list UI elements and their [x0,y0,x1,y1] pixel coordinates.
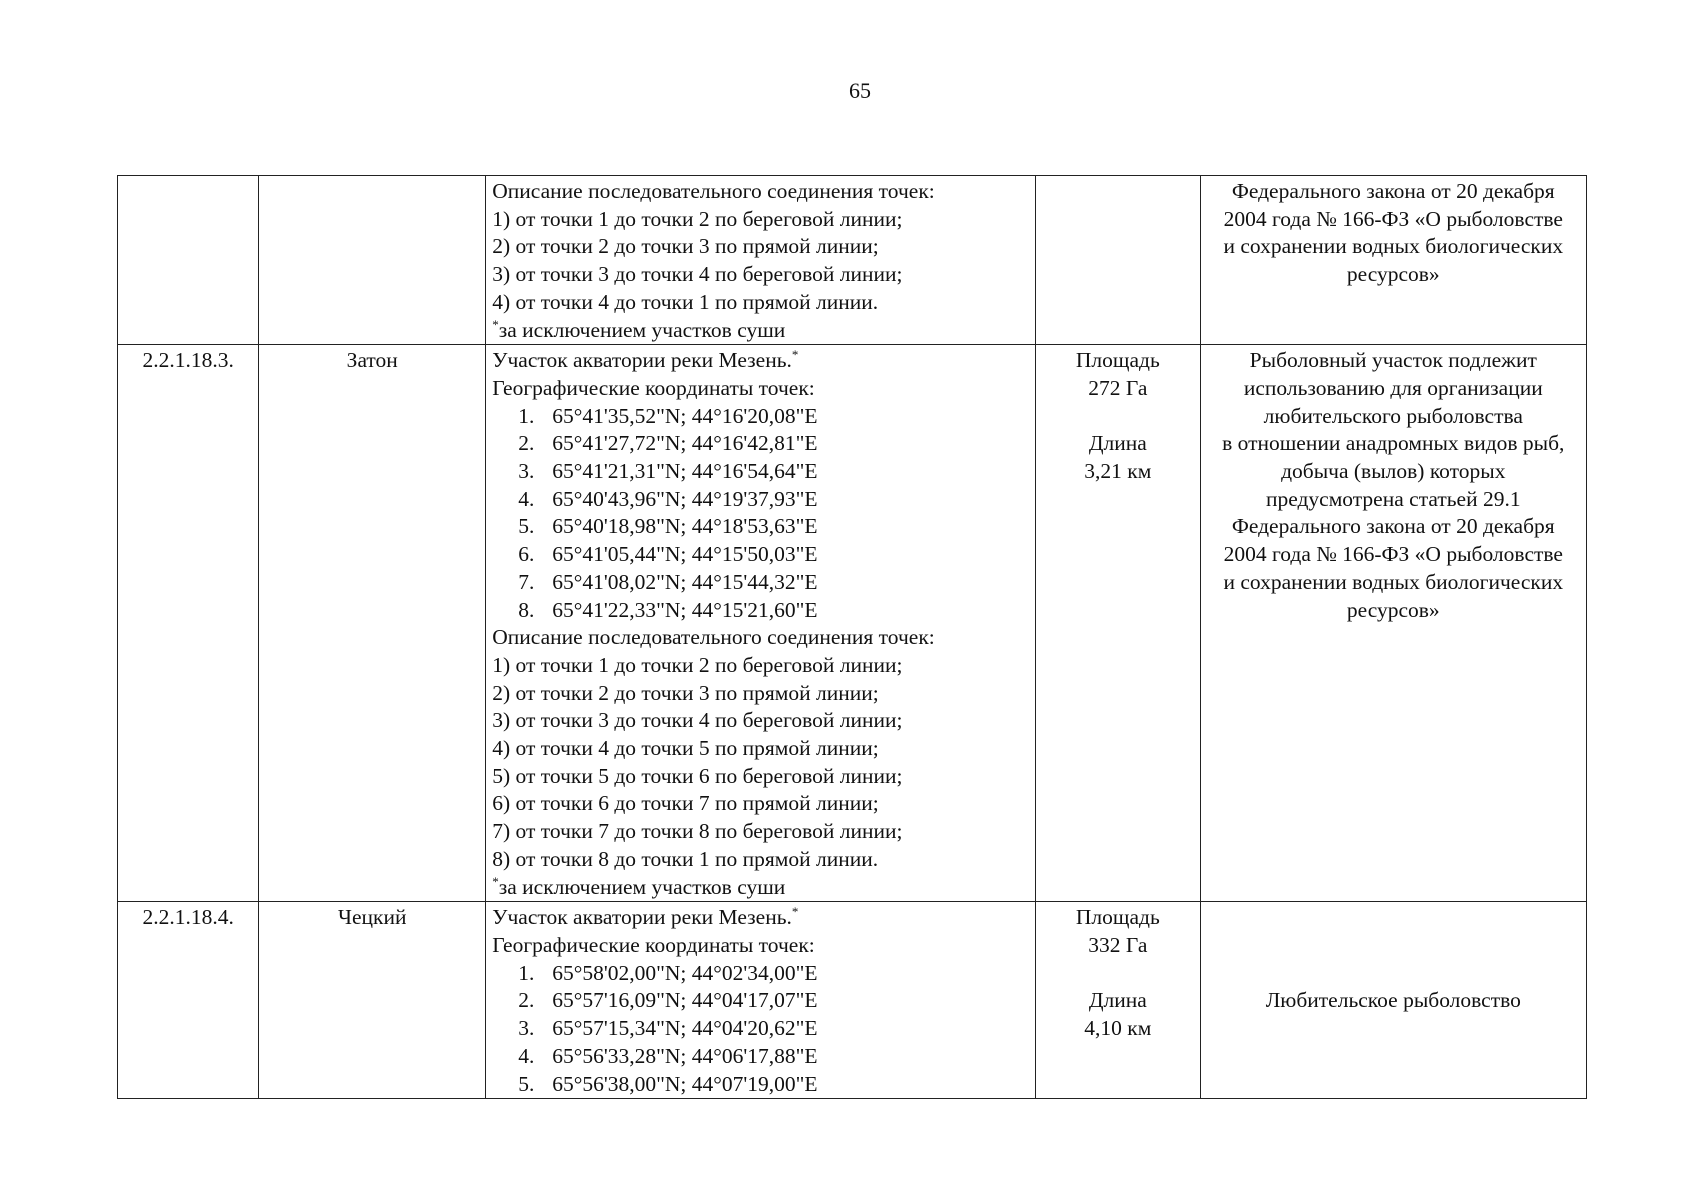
area-title [492,347,1029,375]
connection-line: 6) от точки 6 до точки 7 по прямой линии; [492,791,879,816]
coord-value: 65°41'22,33"N; 44°15'21,60"E [552,597,818,622]
coord-value: 65°41'21,31"N; 44°16'54,64"E [552,459,818,484]
asterisk: * [791,904,799,920]
page-number: 65 [849,78,871,103]
coord-value: 65°40'43,96"N; 44°19'37,93"E [552,486,818,511]
connection-line: 7) от точки 7 до точки 8 по береговой линии; [492,819,903,844]
coordinate-item [492,960,1029,988]
area-label: Площадь [1075,348,1160,373]
note-line: любительского рыболовства [1263,403,1523,428]
coord-index: 5. [518,1071,535,1096]
coord-value: 65°57'16,09"N; 44°04'17,07"E [552,988,818,1013]
description-cell [486,345,1036,902]
coordinate-item [492,403,1029,431]
note-line: 2004 года № 166-ФЗ «О рыболовстве [1223,542,1563,567]
note-line: в отношении анадромных видов рыб, [1222,431,1565,456]
connection-line: 4) от точки 4 до точки 5 по прямой линии; [492,736,879,761]
area-title-text: Участок акватории реки Мезень. [492,348,792,373]
length-label: Длина [1088,988,1147,1013]
row-number-cell: 2.2.1.18.3. [118,345,259,902]
area-cell [1036,902,1200,1099]
fishing-areas-table [117,175,1587,1099]
note-line: Федерального закона от 20 декабря [1231,179,1555,203]
footnote [492,874,1029,902]
coord-value: 65°41'08,02"N; 44°15'44,32"E [552,569,818,594]
note-line: использованию для организации [1243,375,1543,400]
coord-index: 7. [518,569,535,594]
coordinate-item [492,486,1029,514]
footnote [492,317,1029,345]
area-cell [1036,176,1200,345]
note-line: добыча (вылов) которых [1281,459,1506,484]
coord-value: 65°41'05,44"N; 44°15'50,03"E [552,542,818,567]
coordinate-item [492,1015,1029,1043]
coordinate-item [492,569,1029,597]
coord-index: 8. [518,597,535,622]
connection-line: 3) от точки 3 до точки 4 по береговой линии; [492,708,903,733]
area-label: Площадь [1075,905,1160,930]
coord-index: 6. [518,542,535,567]
coord-index: 4. [518,1043,535,1068]
connection-line: 5) от точки 5 до точки 6 по береговой линии; [492,763,903,788]
coordinate-item [492,1043,1029,1071]
note-line: Рыболовный участок подлежит [1249,348,1537,373]
note-line: ресурсов» [1346,262,1440,287]
coord-value: 65°56'33,28"N; 44°06'17,88"E [552,1043,818,1068]
note-line: 2004 года № 166-ФЗ «О рыболовстве [1223,206,1563,231]
coord-value: 65°40'18,98"N; 44°18'53,63"E [552,514,818,539]
coord-index: 3. [518,1016,535,1041]
coords-label: Географические координаты точек: [492,375,815,400]
coordinate-item [492,597,1029,625]
area-title [492,904,1029,932]
asterisk: * [492,316,499,332]
length-value: 4,10 км [1084,1016,1152,1041]
row-name-cell: Затон [259,345,486,902]
coordinate-item [492,513,1029,541]
area-value: 332 Га [1088,932,1148,957]
footnote-text: за исключением участков суши [498,317,786,342]
asterisk: * [492,873,499,889]
length-label: Длина [1088,431,1147,456]
row-number-cell: 2.2.1.18.4. [118,902,259,1099]
coord-value: 65°41'27,72"N; 44°16'42,81"E [552,431,818,456]
area-cell [1036,345,1200,902]
coord-index: 2. [518,988,535,1013]
note-cell [1200,902,1586,1099]
connection-line: 1) от точки 1 до точки 2 по береговой линии; [492,206,903,231]
coord-index: 3. [518,459,535,484]
connection-line: 2) от точки 2 до точки 3 по прямой линии; [492,680,879,705]
note-text: Любительское рыболовство [1265,988,1521,1013]
area-title-text: Участок акватории реки Мезень. [492,905,792,930]
coordinate-item [492,430,1029,458]
coord-index: 1. [518,960,535,985]
note-cell [1200,176,1586,345]
coord-value: 65°41'35,52"N; 44°16'20,08"E [552,403,818,428]
connection-line: 4) от точки 4 до точки 1 по прямой линии. [492,289,879,314]
note-cell [1200,345,1586,902]
coord-index: 5. [518,514,535,539]
connection-heading: Описание последовательного соединения точек: [492,625,935,650]
table-row [118,176,1587,345]
connection-heading: Описание последовательного соединения точек: [492,179,935,203]
coord-value: 65°58'02,00"N; 44°02'34,00"E [552,960,818,985]
asterisk: * [791,347,799,363]
coord-index: 2. [518,431,535,456]
table-row [118,345,1587,902]
note-line: ресурсов» [1346,597,1440,622]
description-cell [486,902,1036,1099]
coordinate-item [492,987,1029,1015]
coord-index: 4. [518,486,535,511]
note-line: и сохранении водных биологических [1223,234,1564,259]
coords-label: Географические координаты точек: [492,932,815,957]
coordinate-item [492,1071,1029,1099]
row-number-cell [118,176,259,345]
area-value: 272 Га [1088,375,1148,400]
coord-index: 1. [518,403,535,428]
row-name-cell [259,176,486,345]
note-line: предусмотрена статьей 29.1 [1265,486,1521,511]
footnote-text: за исключением участков суши [498,874,786,899]
description-cell [486,176,1036,345]
length-value: 3,21 км [1084,459,1152,484]
connection-line: 3) от точки 3 до точки 4 по береговой линии; [492,262,903,287]
row-name-cell: Чецкий [259,902,486,1099]
connection-line: 8) от точки 8 до точки 1 по прямой линии. [492,846,879,871]
coord-value: 65°56'38,00"N; 44°07'19,00"E [552,1071,818,1096]
coordinate-item [492,458,1029,486]
coord-value: 65°57'15,34"N; 44°04'20,62"E [552,1016,818,1041]
connection-line: 2) от точки 2 до точки 3 по прямой линии; [492,234,879,259]
note-line: и сохранении водных биологических [1223,569,1564,594]
table-row [118,902,1587,1099]
note-line: Федерального закона от 20 декабря [1231,514,1555,539]
coordinate-item [492,541,1029,569]
connection-line: 1) от точки 1 до точки 2 по береговой линии; [492,652,903,677]
